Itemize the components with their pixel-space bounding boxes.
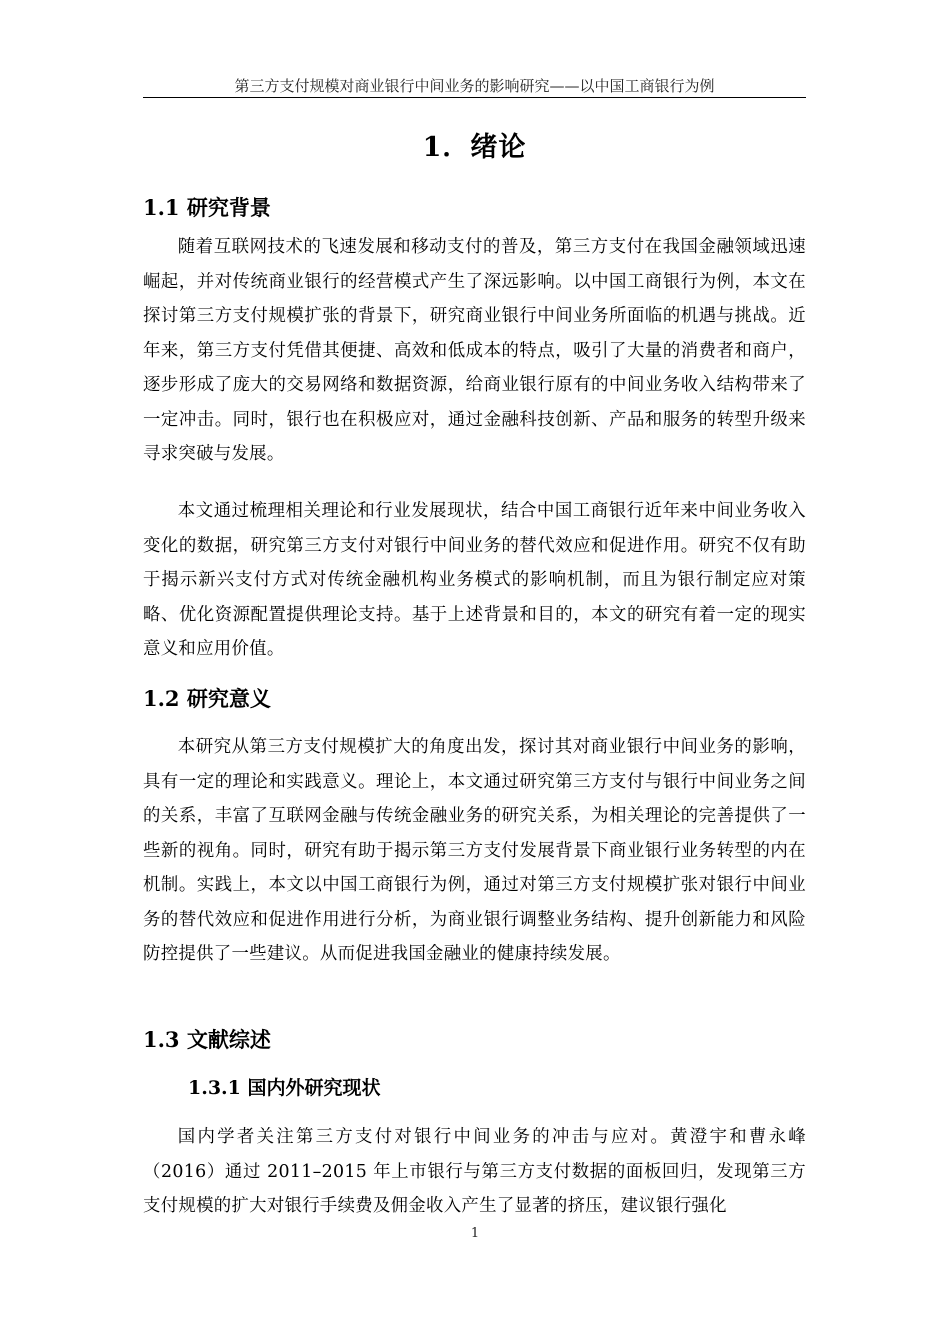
section-heading-1-2: 1.2 研究意义 xyxy=(143,686,271,711)
running-header: 第三方支付规模对商业银行中间业务的影响研究——以中国工商银行为例 xyxy=(234,77,715,95)
paragraph-significance: 本研究从第三方支付规模扩大的角度出发，探讨其对商业银行中间业务的影响，具有一定的理论和实践意义。理论上，本文通过研究第三方支付与银行中间业务之间的关系，丰富了互联网金融与传统金融业务的研究关系，为相关理论的完善提供了一些新的视角。同时，研究有助于揭示第三方支付发展背景下商业银行业务转型的内在机制。实践上，本文以中国工商银行为例，通过对第三方支付规模扩张对银行中间业务的替代效应和促进作用进行分析，为商业银行调整业务结构、提升创新能力和风险防控提供了一些建议。从而促进我国金融业的健康持续发展。 xyxy=(143,737,806,964)
chapter-title: 1．绪论 xyxy=(422,132,527,163)
section-heading-1-3: 1.3 文献综述 xyxy=(143,1027,271,1052)
section-heading-1-1: 1.1 研究背景 xyxy=(143,195,271,220)
subsection-heading-1-3-1: 1.3.1 国内外研究现状 xyxy=(188,1077,381,1099)
paragraph-literature: 国内学者关注第三方支付对银行中间业务的冲击与应对。黄澄宇和曹永峰（2016）通过 2011–2015 年上市银行与第三方支付数据的面板回归，发现第三方支付规模的扩大对银行手续费及佣金收入产生了显著的挤压，建议银行强化 xyxy=(143,1127,806,1216)
header-rule xyxy=(143,97,806,98)
paragraph-background-1: 随着互联网技术的飞速发展和移动支付的普及，第三方支付在我国金融领域迅速崛起，并对传统商业银行的经营模式产生了深远影响。以中国工商银行为例，本文在探讨第三方支付规模扩张的背景下，研究商业银行中间业务所面临的机遇与挑战。近年来，第三方支付凭借其便捷、高效和低成本的特点，吸引了大量的消费者和商户，逐步形成了庞大的交易网络和数据资源，给商业银行原有的中间业务收入结构带来了一定冲击。同时，银行也在积极应对，通过金融科技创新、产品和服务的转型升级来寻求突破与发展。 xyxy=(143,237,806,464)
page-number: 1 xyxy=(470,1226,480,1241)
paragraph-background-2: 本文通过梳理相关理论和行业发展现状，结合中国工商银行近年来中间业务收入变化的数据，研究第三方支付对银行中间业务的替代效应和促进作用。研究不仅有助于揭示新兴支付方式对传统金融机构业务模式的影响机制，而且为银行制定应对策略、优化资源配置提供理论支持。基于上述背景和目的，本文的研究有着一定的现实意义和应用价值。 xyxy=(143,501,806,659)
